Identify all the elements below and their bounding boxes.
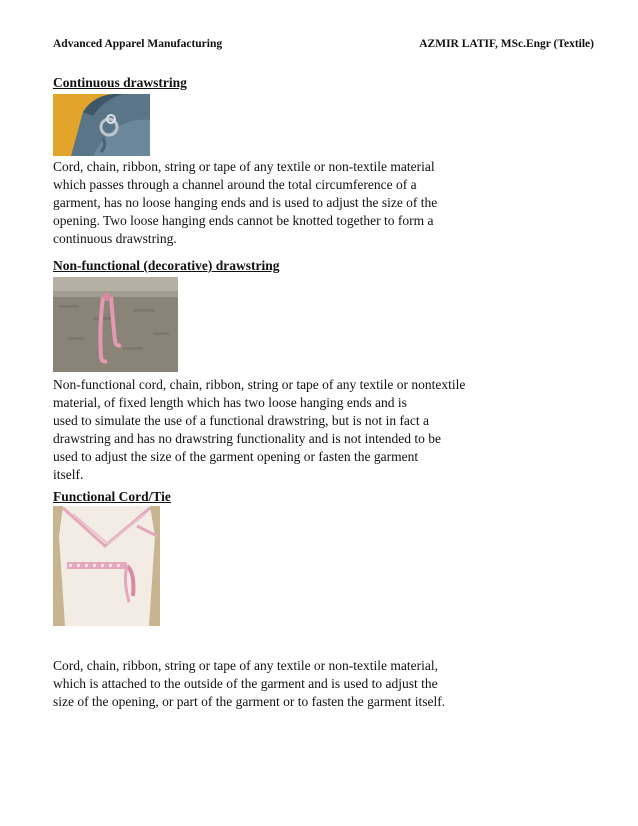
text-line: opening. Two loose hanging ends cannot be knotted together to form a xyxy=(53,213,434,228)
functional-tie-photo xyxy=(53,506,160,626)
text-line: which passes through a channel around the total circumference of a xyxy=(53,177,417,192)
heading-continuous-drawstring: Continuous drawstring xyxy=(53,75,187,90)
text-line: drawstring and has no drawstring functionality and is not intended to be xyxy=(53,431,442,446)
text-line: Cord, chain, ribbon, string or tape of any textile or non-textile material, xyxy=(53,658,439,673)
text-line: continuous drawstring. xyxy=(53,231,177,246)
text-line: used to simulate the use of a functional drawstring, but is not in fact a xyxy=(53,413,430,428)
heading-functional-cord-tie: Functional Cord/Tie xyxy=(53,489,171,504)
header-left-title: Advanced Apparel Manufacturing xyxy=(53,38,223,50)
text-line: garment, has no loose hanging ends and is used to adjust the size of the xyxy=(53,195,438,210)
paragraph-decorative-drawstring xyxy=(53,376,533,484)
text-line: Cord, chain, ribbon, string or tape of any textile or non-textile material xyxy=(53,159,435,174)
header-author: AZMIR LATIF, MSc.Engr (Textile) xyxy=(419,38,594,50)
heading-decorative-drawstring: Non-functional (decorative) drawstring xyxy=(53,258,280,273)
paragraph-continuous-drawstring xyxy=(53,158,523,248)
text-line: material, of fixed length which has two loose hanging ends and is xyxy=(53,395,407,410)
paragraph-functional-cord-tie xyxy=(53,657,523,711)
text-line: itself. xyxy=(53,467,84,482)
continuous-drawstring-photo xyxy=(53,94,150,156)
text-line: size of the opening, or part of the garment or to fasten the garment itself. xyxy=(53,694,446,709)
text-line: used to adjust the size of the garment opening or fasten the garment xyxy=(53,449,419,464)
page-header xyxy=(53,38,594,50)
text-line: Non-functional cord, chain, ribbon, string or tape of any textile or nontextile xyxy=(53,377,466,392)
decorative-drawstring-photo xyxy=(53,277,178,372)
text-line: which is attached to the outside of the garment and is used to adjust the xyxy=(53,676,438,691)
